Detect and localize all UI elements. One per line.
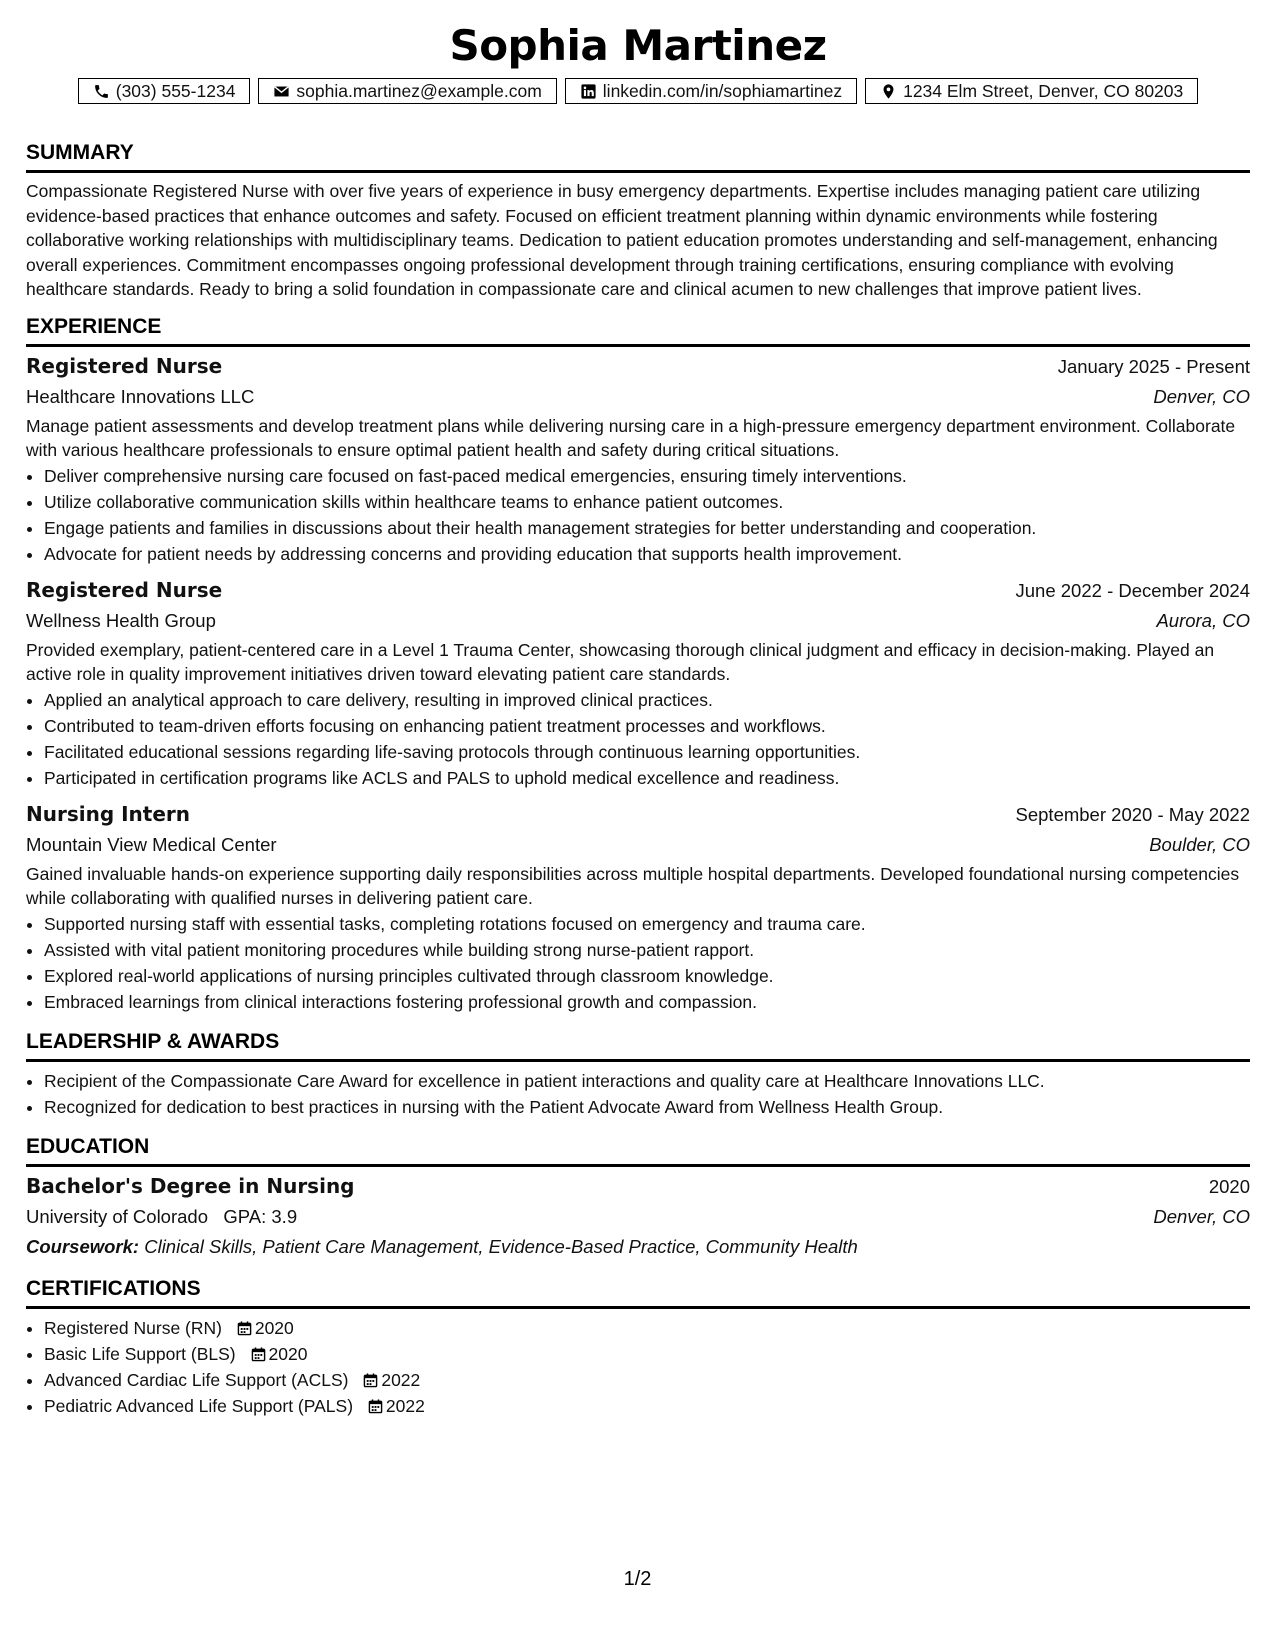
cert-name: Pediatric Advanced Life Support (PALS) xyxy=(44,1395,354,1416)
cert-year: 2020 xyxy=(254,1317,294,1338)
list-item xyxy=(44,1393,1250,1419)
job-description: Provided exemplary, patient-centered care in a Level 1 Trauma Center, showcasing thorough clinical judgment and efficacy in decision-making. Played an active role in quality improvement initiatives driven toward elevating patient care standards. xyxy=(26,639,1215,684)
cert-name: Registered Nurse (RN) xyxy=(44,1317,222,1338)
leadership-section xyxy=(26,1029,1250,1120)
list-item: • Recipient of the Compassionate Care Award for excellence in patient interactions and quality care at Healthcare Innovations LLC. xyxy=(44,1068,1250,1094)
list-item: • Engage patients and families in discussions about their health management strategies for better understanding and cooperation. xyxy=(44,515,1250,541)
candidate-name: Sophia Martinez xyxy=(449,21,827,70)
cert-name: Advanced Cardiac Life Support (ACLS) xyxy=(44,1369,349,1390)
email-text: sophia.martinez@example.com xyxy=(296,81,542,101)
certifications-list xyxy=(26,1315,1250,1419)
job-dates: June 2022 - December 2024 xyxy=(1015,579,1250,601)
job-dates: January 2025 - Present xyxy=(1057,355,1250,377)
list-item: • Applied an analytical approach to care delivery, resulting in improved clinical practices. xyxy=(44,687,1250,713)
coursework-text: Clinical Skills, Patient Care Management, Evidence-Based Practice, Community Health xyxy=(144,1235,858,1257)
section-title: LEADERSHIP & AWARDS xyxy=(26,1029,1250,1062)
section-title: CERTIFICATIONS xyxy=(26,1276,1250,1309)
envelope-icon xyxy=(273,83,290,100)
linkedin-text: linkedin.com/in/sophiamartinez xyxy=(602,81,843,101)
school-line xyxy=(26,1202,297,1232)
cert-name: Basic Life Support (BLS) xyxy=(44,1343,236,1364)
calendar-icon xyxy=(368,1399,383,1414)
gpa: GPA: 3.9 xyxy=(223,1205,298,1227)
contact-address xyxy=(865,78,1198,104)
job-title: Registered Nurse xyxy=(26,353,223,378)
resume-page xyxy=(26,18,1250,1419)
phone-text: (303) 555-1234 xyxy=(115,81,236,101)
page-number: 1/2 xyxy=(623,1568,652,1590)
list-item xyxy=(44,1341,1250,1367)
job-company: Mountain View Medical Center xyxy=(26,833,277,855)
contact-bar xyxy=(26,78,1250,104)
list-item: • Assisted with vital patient monitoring procedures while building strong nurse-patient rapport. xyxy=(44,937,1250,963)
contact-phone xyxy=(78,78,251,104)
list-item: • Deliver comprehensive nursing care focused on fast-paced medical emergencies, ensuring timely interventions. xyxy=(44,463,1250,489)
calendar-icon xyxy=(363,1373,378,1388)
list-item: • Utilize collaborative communication skills within healthcare teams to enhance patient outcomes. xyxy=(44,489,1250,515)
list-item: • Recognized for dedication to best practices in nursing with the Patient Advocate Award from Wellness Health Group. xyxy=(44,1094,1250,1120)
job-dates: September 2020 - May 2022 xyxy=(1015,803,1250,825)
certifications-section xyxy=(26,1276,1250,1419)
address-text: 1234 Elm Street, Denver, CO 80203 xyxy=(903,81,1184,101)
job-location: Boulder, CO xyxy=(1149,833,1250,855)
job-bullets xyxy=(26,463,1250,567)
job-location: Denver, CO xyxy=(1153,385,1250,407)
map-pin-icon xyxy=(880,83,897,100)
calendar-icon xyxy=(251,1347,266,1362)
cert-year: 2020 xyxy=(268,1343,308,1364)
coursework-label: Coursework: xyxy=(26,1235,140,1257)
coursework-line xyxy=(26,1232,1250,1262)
section-title: SUMMARY xyxy=(26,140,1250,173)
calendar-icon xyxy=(237,1321,252,1336)
list-item: • Participated in certification programs like ACLS and PALS to uphold medical excellence and readiness. xyxy=(44,765,1250,791)
degree: Bachelor's Degree in Nursing xyxy=(26,1173,355,1198)
job-company: Wellness Health Group xyxy=(26,609,216,631)
list-item: • Contributed to team-driven efforts focusing on enhancing patient treatment processes and workflows. xyxy=(44,713,1250,739)
cert-year: 2022 xyxy=(385,1395,425,1416)
section-title: EDUCATION xyxy=(26,1134,1250,1167)
job-description: Manage patient assessments and develop treatment plans while delivering nursing care in a high-pressure emergency department environment. Collaborate with various healthcare professionals to ensure optimal patient health and safety during critical situations. xyxy=(26,415,1236,460)
cert-year: 2022 xyxy=(381,1369,421,1390)
summary-section xyxy=(26,140,1250,302)
leadership-list xyxy=(26,1068,1250,1120)
phone-icon xyxy=(93,83,110,100)
school-name: University of Colorado xyxy=(26,1205,208,1227)
list-item: • Facilitated educational sessions regarding life-saving protocols through continuous learning opportunities. xyxy=(44,739,1250,765)
job-location: Aurora, CO xyxy=(1156,609,1250,631)
job-title: Nursing Intern xyxy=(26,801,191,826)
education-section xyxy=(26,1134,1250,1262)
list-item: • Supported nursing staff with essential tasks, completing rotations focused on emergency and trauma care. xyxy=(44,911,1250,937)
list-item: • Advocate for patient needs by addressing concerns and providing education that supports health improvement. xyxy=(44,541,1250,567)
job-company: Healthcare Innovations LLC xyxy=(26,385,255,407)
list-item xyxy=(44,1367,1250,1393)
job-title: Registered Nurse xyxy=(26,577,223,602)
job-entry xyxy=(26,799,1250,1015)
contact-linkedin[interactable] xyxy=(565,78,857,104)
contact-email[interactable] xyxy=(258,78,556,104)
summary-text: Compassionate Registered Nurse with over five years of experience in busy emergency departments. Expertise includes managing patient care utilizing evidence-based practices that enhance outcomes and safety. Focused on efficient treatment planning within dynamic environments while fostering collaborative working relationships with multidisciplinary teams. Dedication to patient education promotes understanding and self-management, enhancing overall experiences. Commitment encompasses ongoing professional development through training certifications, ensuring compliance with evolving healthcare standards. Ready to bring a solid foundation in compassionate care and clinical acumen to new challenges that improve patient lives. xyxy=(26,181,1218,299)
job-bullets xyxy=(26,911,1250,1015)
job-bullets xyxy=(26,687,1250,791)
linkedin-icon xyxy=(580,83,597,100)
graduation-year: 2020 xyxy=(1208,1175,1250,1197)
list-item: • Embraced learnings from clinical interactions fostering professional growth and compassion. xyxy=(44,989,1250,1015)
list-item xyxy=(44,1315,1250,1341)
job-entry xyxy=(26,351,1250,567)
job-description: Gained invaluable hands-on experience supporting daily responsibilities across multiple hospital departments. Developed foundational nursing competencies while collaborating with qualified nurses in delivering patient care. xyxy=(26,863,1240,908)
experience-section xyxy=(26,314,1250,1015)
list-item: • Explored real-world applications of nursing principles cultivated through classroom knowledge. xyxy=(44,963,1250,989)
school-location: Denver, CO xyxy=(1153,1205,1250,1227)
section-title: EXPERIENCE xyxy=(26,314,1250,347)
job-entry xyxy=(26,575,1250,791)
